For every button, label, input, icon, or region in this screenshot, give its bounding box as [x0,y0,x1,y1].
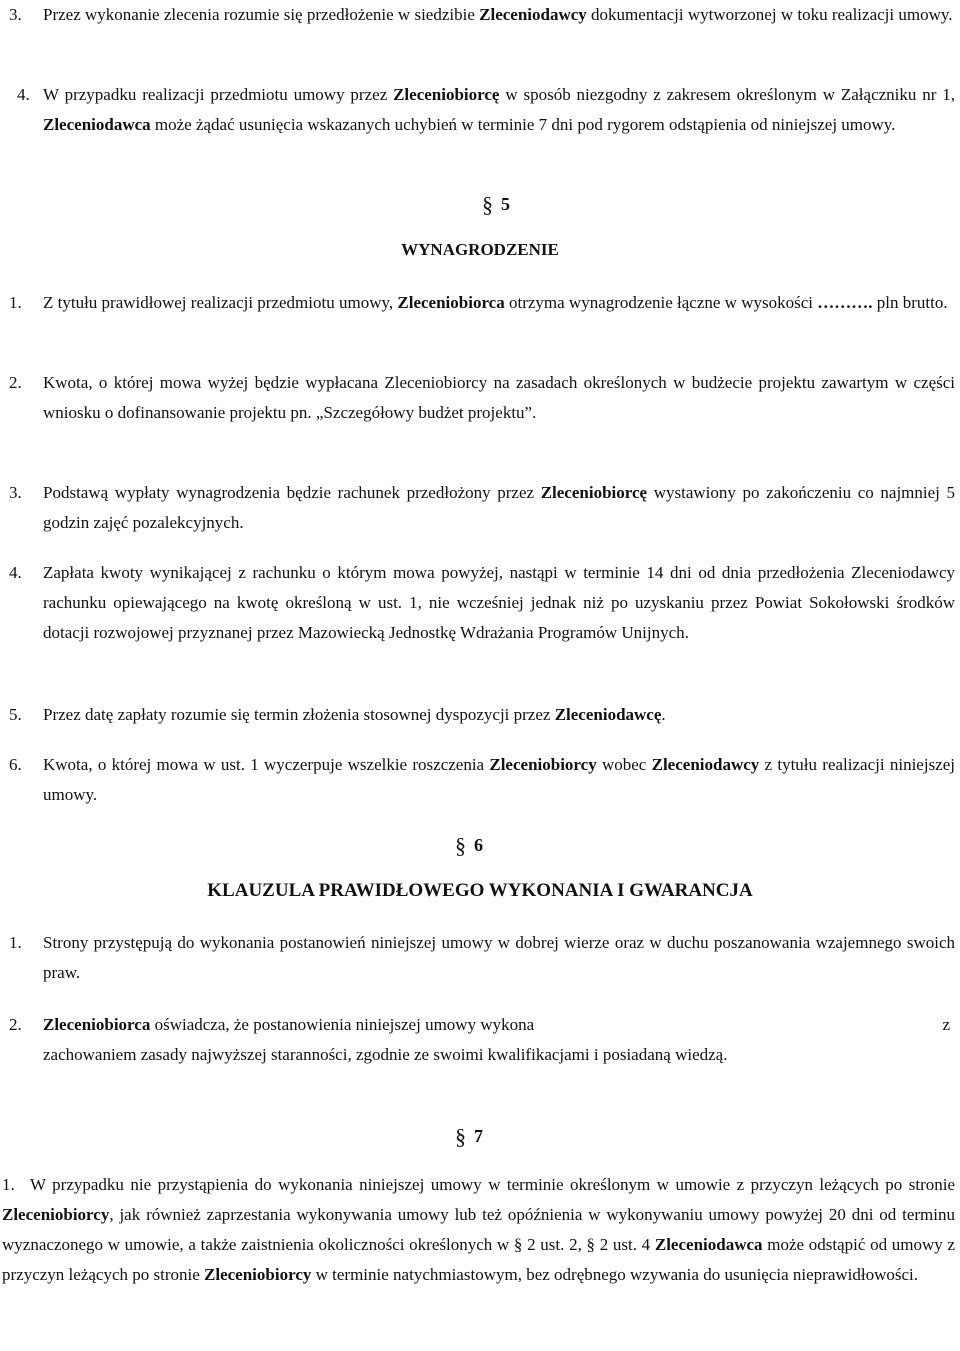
item-text: Strony przystępują do wykonania postanowień niniejszej umowy w dobrej wierze oraz w duchu poszanowania wzajemnego swoich praw. [43,933,955,982]
item-text: W przypadku nie przystąpienia do wykonania niniejszej umowy w terminie określonym w umowie z przyczyn leżących po stronie Zleceniobiorcy, jak również zaprzestania wykonywania umowy lub też opóźnienia w wykonywaniu umowy powyżej 20 dni od terminu wyznaczonego w umowie, a także zaistnienia okoliczności określonych w § 2 ust. 2, § 2 ust. 4 Zleceniodawca może odstąpić od umowy z przyczyn leżących po stronie Zleceniobiorcy w terminie natychmiastowym, bez odrębnego wzywania do usunięcia nieprawidłowości. [2,1175,955,1284]
sec5-item-3 [9,478,955,538]
item-text: Kwota, o której mowa w ust. 1 wyczerpuje wszelkie roszczenia Zleceniobiorcy wobec Zleceniodawcy z tytułu realizacji niniejszej umowy. [43,755,955,804]
paragraph-number: 3. [9,5,22,24]
sec6-item-2 [9,1010,955,1070]
item-text: Przez datę zapłaty rozumie się termin złożenia stosownej dyspozycji przez Zleceniodawcę. [43,705,666,724]
item-number: 2. [9,1015,22,1034]
section-title-klauzula: KLAUZULA PRAWIDŁOWEGO WYKONANIA I GWARANCJA [207,880,753,901]
item-number: 1. [9,293,22,312]
sec5-item-6 [9,750,955,810]
item-number: 6. [9,755,22,774]
paragraph-3 [9,0,955,30]
item-text: Zleceniobiorca oświadcza, że postanowienia niniejszej umowy wykona z zachowaniem zasady najwyższej staranności, zgodnie ze swoimi kwalifikacjami i posiadaną wiedzą. [43,1015,950,1064]
paragraph-text: W przypadku realizacji przedmiotu umowy przez Zleceniobiorcę w sposób niezgodny z zakresem określonym w Załączniku nr 1, Zleceniodawca może żądać usunięcia wskazanych uchybień w terminie 7 dni pod rygorem odstąpienia od niniejszej umowy. [43,85,955,134]
item-text: Podstawą wypłaty wynagrodzenia będzie rachunek przedłożony przez Zleceniobiorcę wystawiony po zakończeniu co najmniej 5 godzin zajęć pozalekcyjnych. [43,483,956,532]
sec7-item-1 [2,1170,955,1290]
section-symbol-5: § 5 [482,192,510,217]
item-text: Zapłata kwoty wynikającej z rachunku o którym mowa powyżej, nastąpi w terminie 14 dni od dnia przedłożenia Zleceniodawcy rachunku opiewającego na kwotę określoną w ust. 1, nie wcześniej jednak niż po uzyskaniu przez Powiat Sokołowski środków dotacji rozwojowej przyznanej przez Mazowiecką Jednostkę Wdrażania Programów Unijnych. [43,563,955,642]
item-number: 3. [9,483,22,502]
item-number: 5. [9,705,22,724]
sec5-item-4 [9,558,955,648]
paragraph-4 [9,80,955,140]
item-number: 1. [2,1175,15,1194]
sec5-item-1 [9,288,955,318]
item-text: Kwota, o której mowa wyżej będzie wypłacana Zleceniobiorcy na zasadach określonych w budżecie projektu zawartym w części wniosku o dofinansowanie projektu pn. „Szczegółowy budżet projektu”. [43,373,955,422]
sec6-item-1 [9,928,955,988]
item-text: Z tytułu prawidłowej realizacji przedmiotu umowy, Zleceniobiorca otrzyma wynagrodzenie łączne w wysokości ………. pln brutto. [43,293,948,312]
item-number: 4. [9,563,22,582]
section-symbol-6: § 6 [455,833,483,858]
sec5-item-5 [9,700,955,730]
item-number: 2. [9,373,22,392]
section-symbol-7: § 7 [455,1124,483,1149]
paragraph-number: 4. [17,85,30,104]
item-number: 1. [9,933,22,952]
paragraph-text: Przez wykonanie zlecenia rozumie się przedłożenie w siedzibie Zleceniodawcy dokumentacji wytworzonej w toku realizacji umowy. [43,5,953,24]
sec5-item-2 [9,368,955,428]
section-title-wynagrodzenie: WYNAGRODZENIE [401,240,559,259]
